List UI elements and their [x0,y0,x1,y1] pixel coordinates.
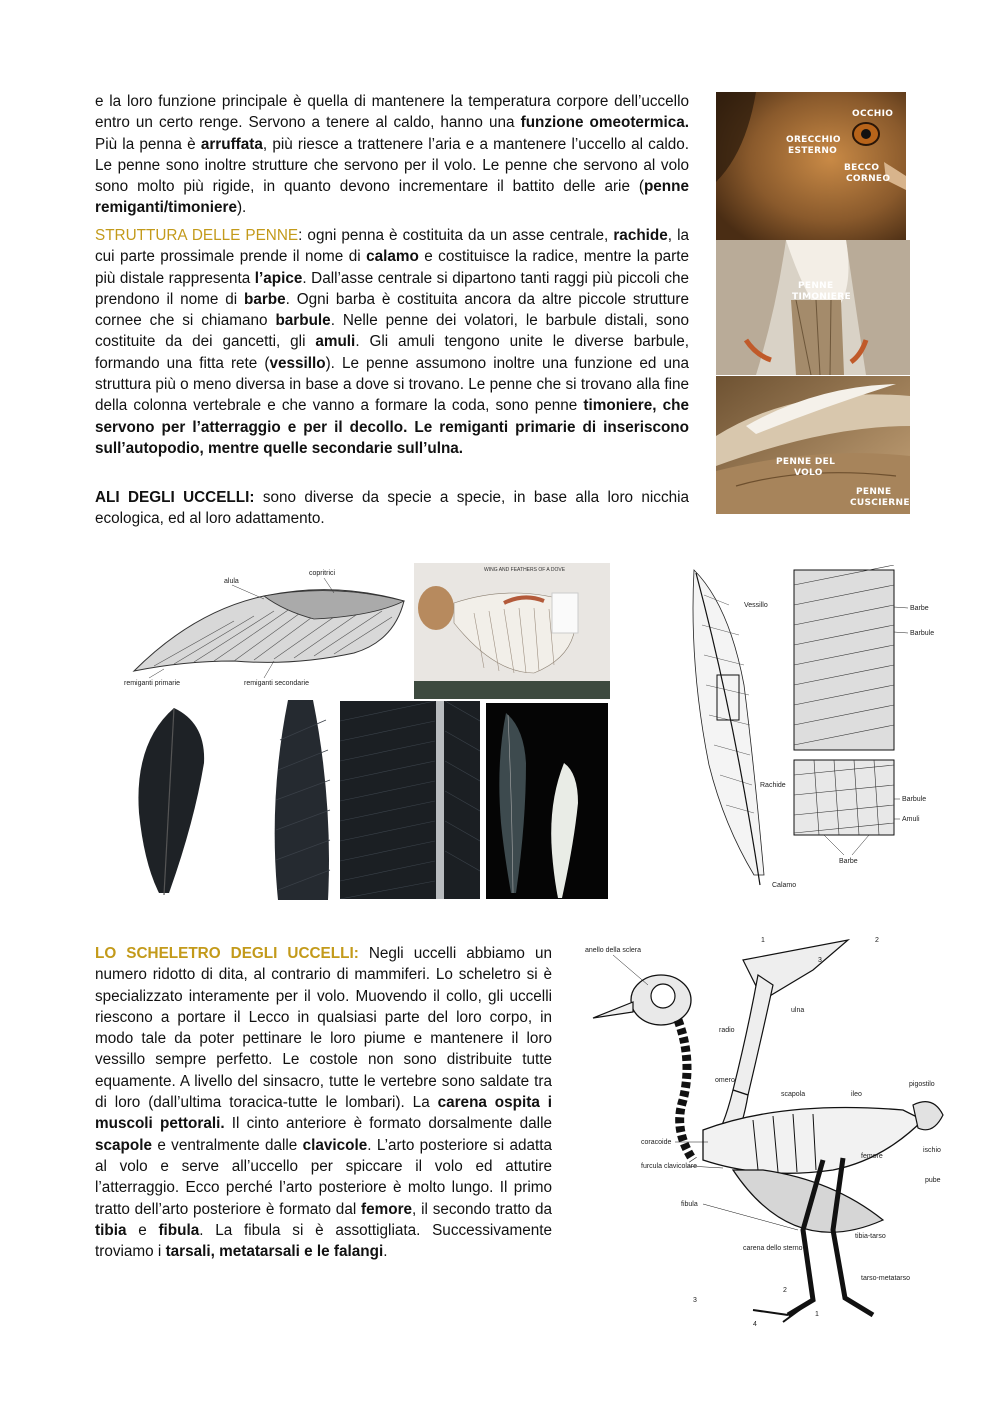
svg-text:3: 3 [818,957,822,964]
pigeon-wing-photo [716,376,910,514]
bird-skeleton-diagram [583,930,955,1330]
svg-text:Barbe: Barbe [910,605,929,612]
svg-text:coracoide: coracoide [641,1139,672,1146]
feather-structure-paragraph: STRUTTURA DELLE PENNE: ogni penna è costituita da un asse centrale, rachide, la cui parte prossimale prende il nome di calamo e costituisce la radice, mentre la parte più distale rappresenta l’apice. Dall’asse centrale si dipartono tanti raggi più piccoli che prendono il nome di barbe. Ogni barba è costituita ancora da altre piccole strutture cornee che si chiamano barbule. Nelle penne dei volatori, le barbule distali, sono costituite da dei gancetti, gli amuli. Gli amuli tengono unite le diverse barbule, formando una fitta rete (vessillo). Le penne assumono inoltre una funzione ed una struttura più o meno diversa in base a dove si trovano. Le penne che si trovano alla fine della colonna vertebrale e che vanno a formare la coda, sono penne timoniere, che servono per l’atterraggio e per il decollo. Le remiganti primarie di inseriscono sull’autopodio, mentre quelle secondarie sull’ulna. [95,227,690,457]
svg-text:ileo: ileo [851,1091,862,1098]
feathers-on-black-photo [486,703,608,899]
pigeon-tail-photo [716,240,910,375]
svg-text:tarso-metatarso: tarso-metatarso [861,1275,911,1282]
svg-text:remiganti secondarie: remiganti secondarie [244,680,309,687]
wing-specimen-photo [414,563,610,699]
term-omeotermica: funzione omeotermica. [520,114,689,132]
svg-text:furcula clavicolare: furcula clavicolare [641,1163,698,1170]
skeleton-paragraph: LO SCHELETRO DEGLI UCCELLI: Negli uccelli abbiamo un numero ridotto di dita, al contrario di mammiferi. Lo scheletro si è specializzato interamente per il volo. Muovendo il collo, gli uccelli riescono a portare il Lecco in qualsiasi parte del loro corpo, in modo tale da poter pettinare le loro piume e mantenere il loro vessillo sempre perfetto. Le costole non sono distribuite tutte equamente. A livello del sinsacro, tutte le vertebre sono saldate tra di loro (dall’ultima toracica-tutte le lombari). La carena ospita i muscoli pettorali. Il cinto anteriore è formato dorsalmente dalle scapole e ventralmente dalle clavicole. L’arto posteriore si adatta al volo e serve all’uccello per spiccare il volo ed attutire l’atterraggio. Ecco perché l’arto posteriore è molto lungo. Il primo tratto dell’arto posteriore è formato dal femore, il secondo tratto da tibia e fibula. La fibula si è assottigliata. Successivamente troviamo i tarsali, metatarsali e le falangi. [95,945,552,1261]
svg-text:PENNE DEL: PENNE DEL [776,457,836,467]
svg-text:4: 4 [753,1321,757,1328]
svg-text:Barbule: Barbule [902,796,927,803]
svg-text:copritrici: copritrici [309,570,336,577]
svg-text:pigostilo: pigostilo [909,1081,935,1088]
svg-text:tibia-tarso: tibia-tarso [855,1233,886,1240]
term-arruffata: arruffata [200,135,263,153]
svg-text:3: 3 [693,1297,697,1304]
svg-text:VOLO: VOLO [794,468,823,478]
svg-text:Amuli: Amuli [902,816,920,823]
svg-text:pube: pube [925,1177,941,1184]
svg-text:ischio: ischio [923,1147,941,1154]
svg-text:femore: femore [861,1153,883,1160]
svg-text:anello della sclera: anello della sclera [585,947,642,954]
svg-text:omero: omero [715,1077,735,1084]
svg-text:TIMONIERE: TIMONIERE [792,292,851,302]
feather-closeup-photo [340,701,480,899]
svg-text:PENNE: PENNE [798,281,834,291]
black-feather-photo-1 [114,703,214,898]
svg-text:alula: alula [224,578,239,585]
svg-text:CUSCIERNE: CUSCIERNE [850,498,910,508]
svg-text:OCCHIO: OCCHIO [852,109,894,119]
intro-paragraph: e la loro funzione principale è quella di mantenere la temperatura corpore dell’uccello entro un certo renge. Servono a tenere al caldo, hanno una funzione omeotermica. Più la penna è arruffata, più riesce a trattenere l’aria e a mantenere l’uccello al caldo. Le penne sono inoltre strutture che servono per il volo. Le penne che servono al volo sono molto più rigide, in quanto devono incrementare il battito delle arie (penne remiganti/timoniere). [95,93,690,217]
svg-text:BECCO: BECCO [844,163,880,173]
svg-text:Barbe: Barbe [839,858,858,865]
term-remiganti: penne remiganti/timoniere [95,178,689,217]
svg-text:carena dello sterno: carena dello sterno [743,1245,803,1252]
svg-text:1: 1 [815,1311,819,1318]
pigeon-head-photo [716,92,906,240]
svg-text:ORECCHIO: ORECCHIO [786,135,841,145]
wing-diagram [114,561,410,696]
section-heading-structure: STRUTTURA DELLE PENNE [95,227,299,244]
svg-text:ulna: ulna [791,1007,805,1014]
section-heading-skeleton: LO SCHELETRO DEGLI UCCELLI: [95,945,359,962]
wings-paragraph: ALI DEGLI UCCELLI: sono diverse da specie a specie, in base alla loro nicchia ecologica, ed al loro adattamento. [95,489,690,528]
svg-text:Barbule: Barbule [910,630,935,637]
svg-text:ESTERNO: ESTERNO [788,146,838,156]
svg-text:PENNE: PENNE [856,487,892,497]
svg-text:1: 1 [761,937,765,944]
svg-text:WING AND FEATHERS OF A DOVE: WING AND FEATHERS OF A DOVE [484,567,566,573]
section-heading-wings: ALI DEGLI UCCELLI: [95,489,255,506]
black-feather-photo-2 [258,700,336,900]
svg-text:2: 2 [783,1287,787,1294]
svg-text:Calamo: Calamo [772,882,797,889]
svg-text:remiganti primarie: remiganti primarie [124,680,181,687]
svg-text:CORNEO: CORNEO [846,174,891,184]
svg-text:fibula: fibula [681,1201,698,1208]
feather-structure-diagram [684,565,954,900]
svg-text:Rachide: Rachide [760,782,786,789]
svg-text:radio: radio [719,1027,735,1034]
svg-text:Vessillo: Vessillo [744,602,768,609]
svg-text:scapola: scapola [781,1091,806,1098]
svg-text:2: 2 [875,937,879,944]
